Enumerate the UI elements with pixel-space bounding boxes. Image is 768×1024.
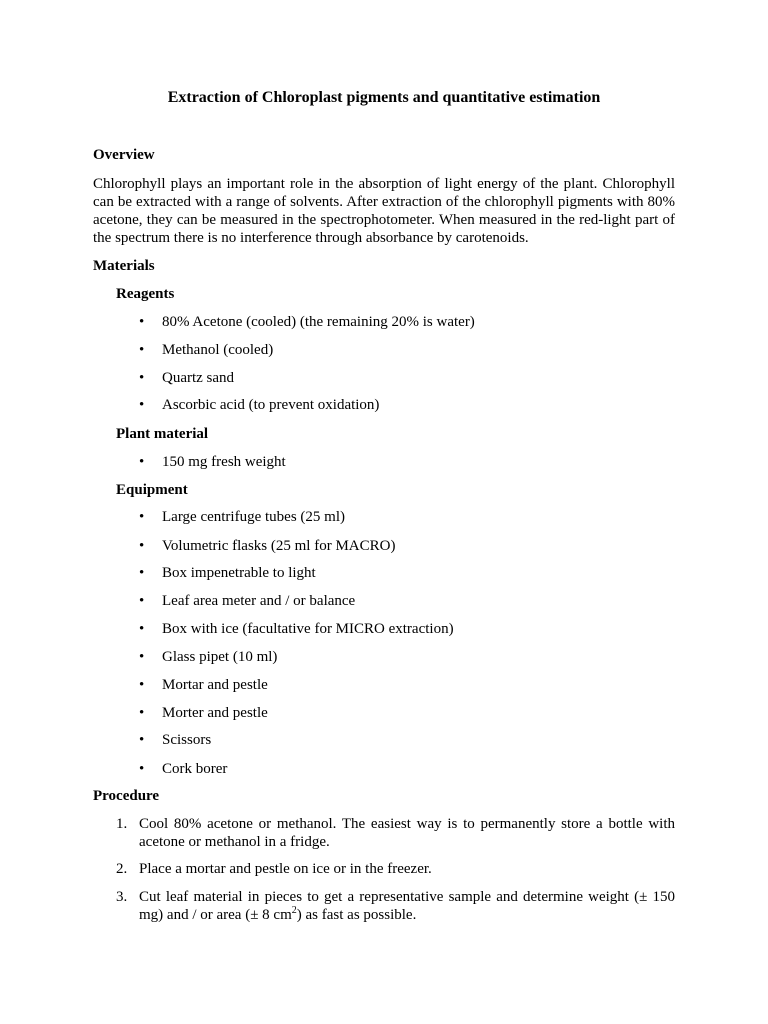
reagents-heading: Reagents xyxy=(116,286,175,302)
bullet-icon: • xyxy=(139,370,145,386)
bullet-icon: • xyxy=(139,677,145,693)
equipment-heading: Equipment xyxy=(116,482,188,498)
procedure-heading: Procedure xyxy=(93,788,160,804)
reagent-item: Ascorbic acid (to prevent oxidation) xyxy=(162,397,380,413)
overview-paragraph: Chlorophyll plays an important role in the absorption of light energy of the plant. Chlorophyll can be extracted with a range of solvents. After extraction of the chlorophyll pigments with 80% acetone, they can be measured in the spectrophotometer. When measured in the red-light part of the spectrum there is no interference through absorbance by carotenoids. xyxy=(93,176,675,246)
bullet-icon: • xyxy=(139,761,145,777)
reagent-item: 80% Acetone (cooled) (the remaining 20% is water) xyxy=(162,314,475,330)
equipment-item: Leaf area meter and / or balance xyxy=(162,593,356,609)
step-text-part: ) as fast as possible. xyxy=(296,907,417,923)
step-text: Cool 80% acetone or methanol. The easiest way is to permanently store a bottle with acetone or methanol in a fridge. xyxy=(139,816,675,850)
bullet-icon: • xyxy=(139,397,145,413)
equipment-item: Cork borer xyxy=(162,761,228,777)
step-number: 2. xyxy=(116,861,128,877)
bullet-icon: • xyxy=(139,342,145,358)
equipment-item: Box with ice (facultative for MICRO extraction) xyxy=(162,621,454,637)
plant-material-heading: Plant material xyxy=(116,426,209,442)
bullet-icon: • xyxy=(139,705,145,721)
overview-heading: Overview xyxy=(93,147,155,163)
bullet-icon: • xyxy=(139,649,145,665)
bullet-icon: • xyxy=(139,538,145,554)
materials-heading: Materials xyxy=(93,258,155,274)
step-text: Place a mortar and pestle on ice or in the freezer. xyxy=(139,861,432,877)
document-title: Extraction of Chloroplast pigments and quantitative estimation xyxy=(167,89,601,106)
equipment-item: Mortar and pestle xyxy=(162,677,268,693)
step-text-part: Cut leaf material in pieces to get a representative sample and determine weight (± 150 mg) and / or area (± 8 cm xyxy=(139,889,675,923)
equipment-item: Glass pipet (10 ml) xyxy=(162,649,278,665)
equipment-item: Volumetric flasks (25 ml for MACRO) xyxy=(162,538,396,554)
bullet-icon: • xyxy=(139,509,145,525)
bullet-icon: • xyxy=(139,454,145,470)
bullet-icon: • xyxy=(139,565,145,581)
bullet-icon: • xyxy=(139,314,145,330)
bullet-icon: • xyxy=(139,732,145,748)
equipment-item: Large centrifuge tubes (25 ml) xyxy=(162,509,345,525)
step-number: 3. xyxy=(116,889,128,905)
step-text xyxy=(139,888,675,924)
equipment-item: Morter and pestle xyxy=(162,705,268,721)
reagent-item: Quartz sand xyxy=(162,370,235,386)
bullet-icon: • xyxy=(139,593,145,609)
equipment-item: Scissors xyxy=(162,732,212,748)
superscript: 2 xyxy=(291,905,297,916)
reagent-item: Methanol (cooled) xyxy=(162,342,274,358)
bullet-icon: • xyxy=(139,621,145,637)
step-number: 1. xyxy=(116,816,128,832)
plant-material-item: 150 mg fresh weight xyxy=(162,454,286,470)
equipment-item: Box impenetrable to light xyxy=(162,565,316,581)
